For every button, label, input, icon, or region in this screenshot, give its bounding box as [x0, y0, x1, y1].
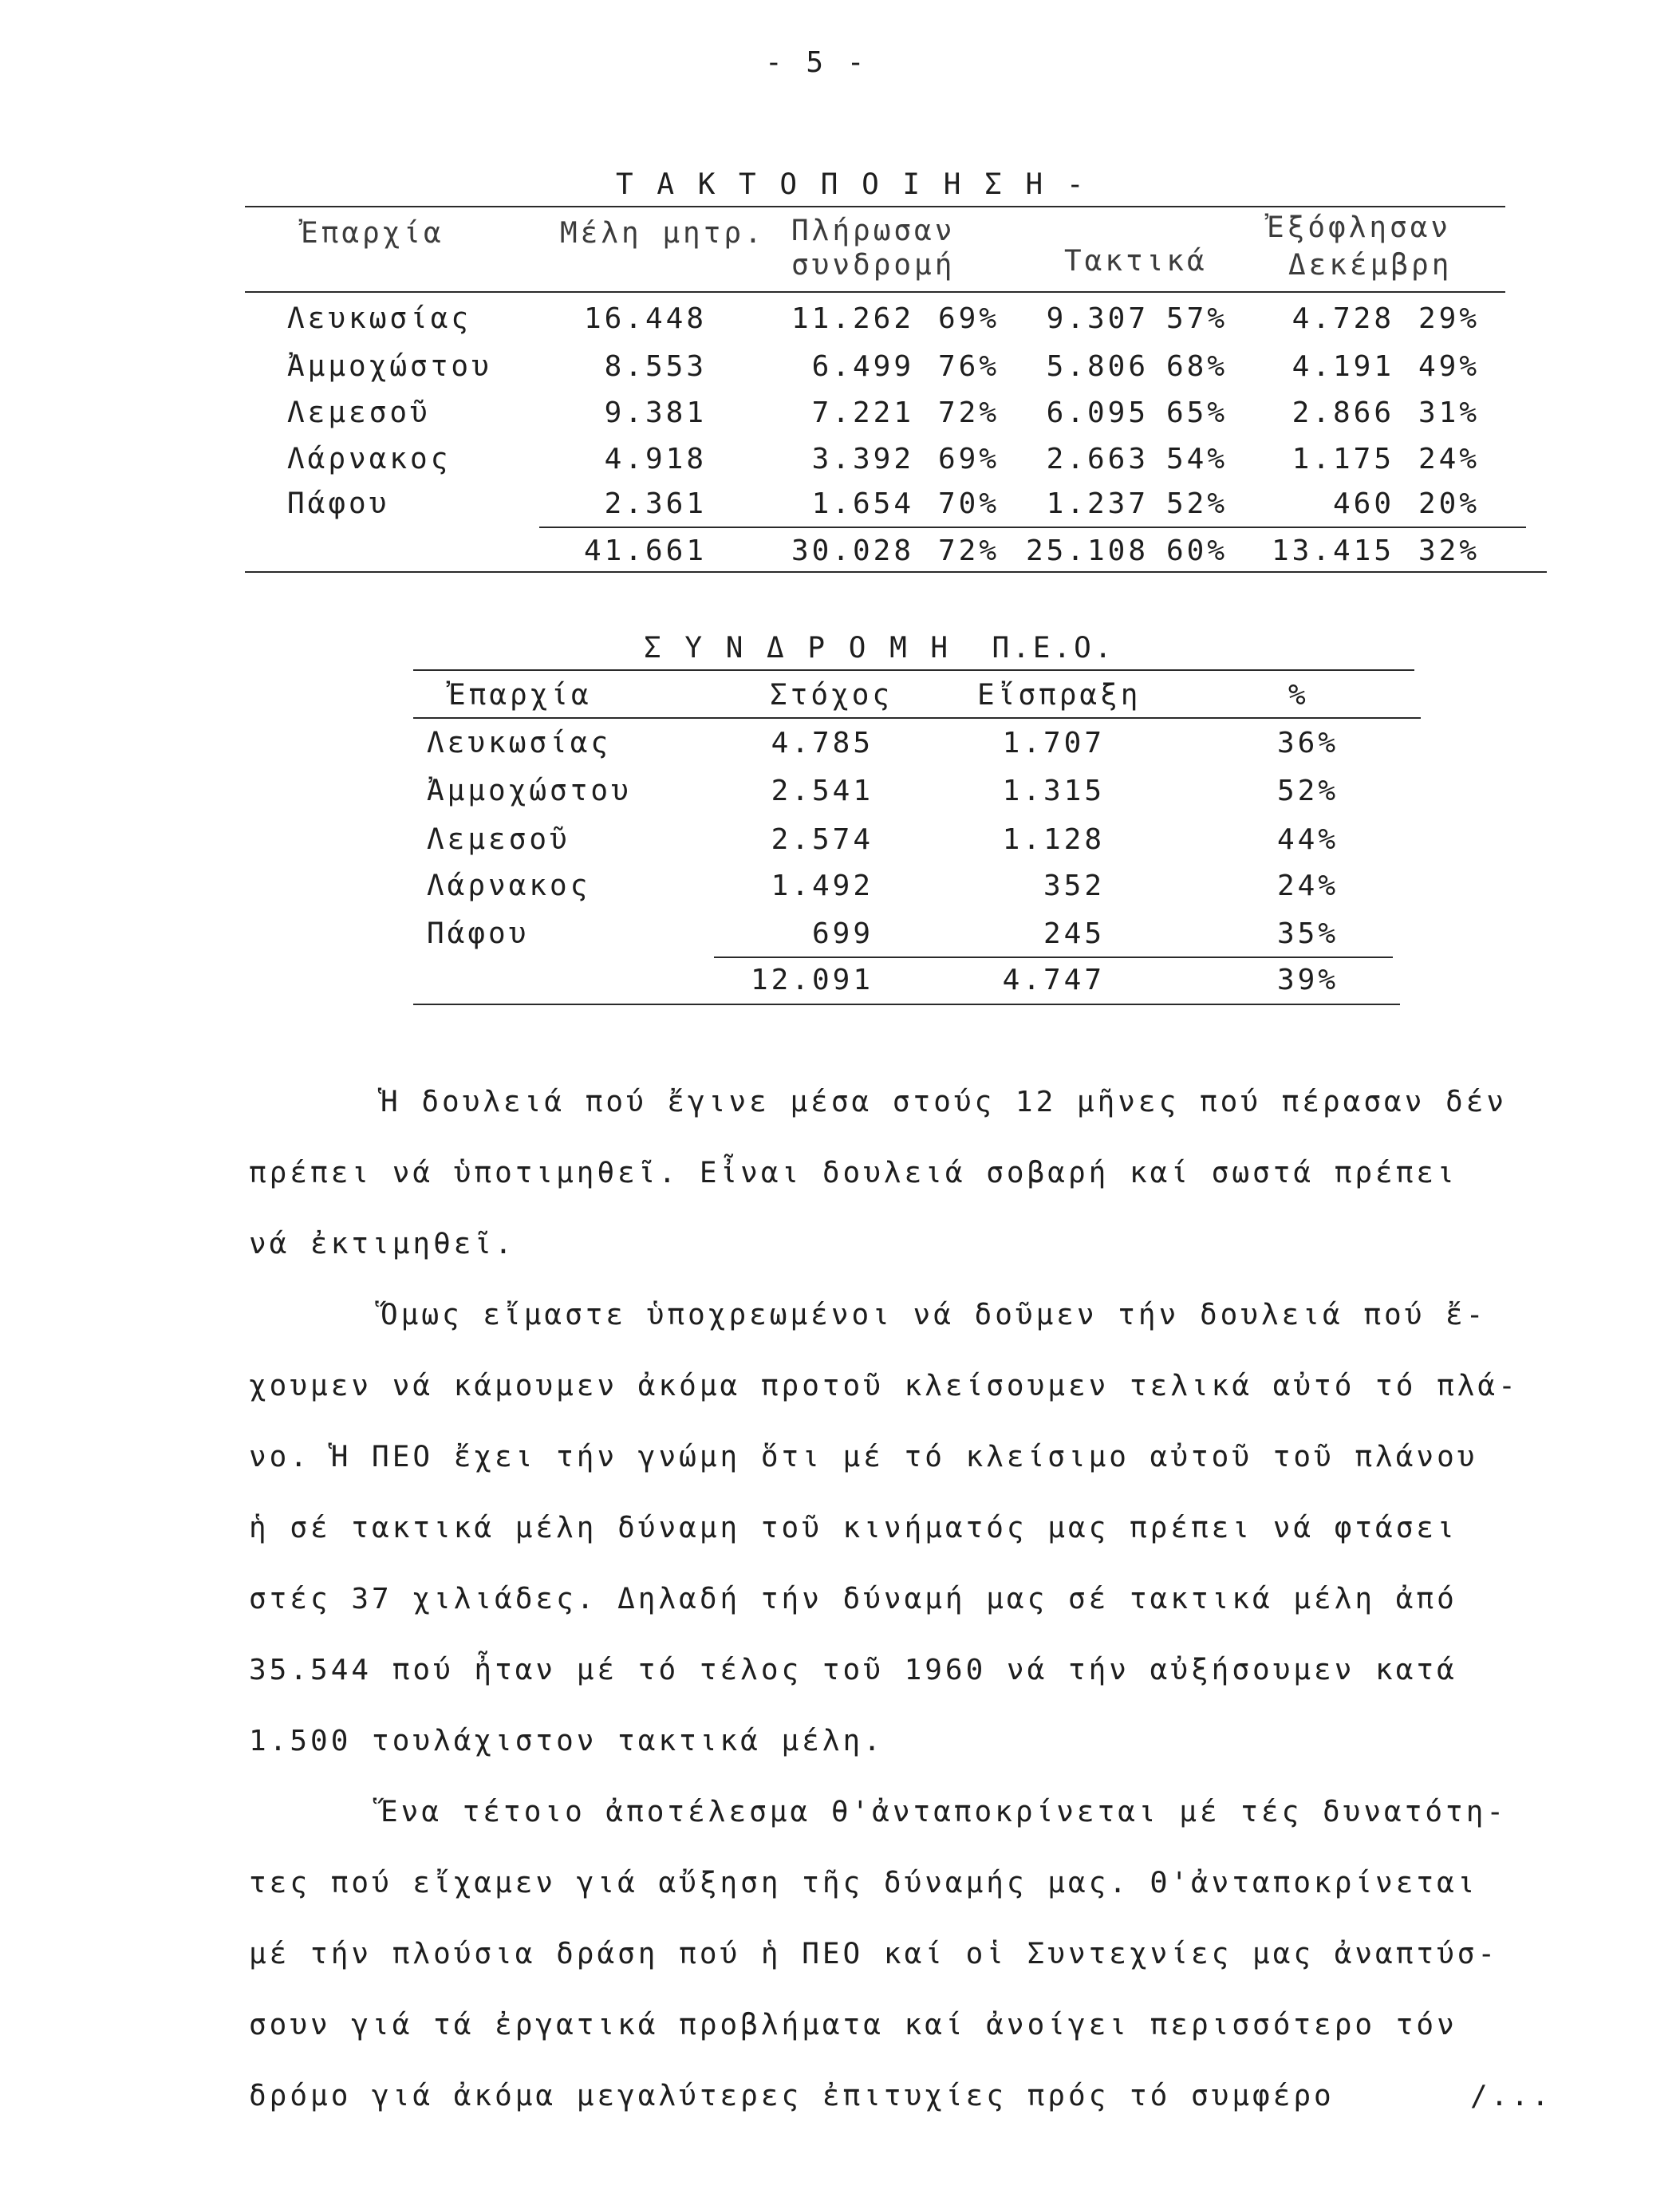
text-line: χουμεν νά κάμουμεν ἀκόμα προτοῦ κλείσουμεν τελικά αὐτό τό πλά- — [249, 1370, 1519, 1402]
regular-cell: 1.237 — [1046, 487, 1149, 520]
header-settled-line1: Ἐξόφλησαν — [1267, 211, 1452, 244]
collected-total: 4.747 — [1002, 964, 1105, 996]
target-cell: 4.785 — [771, 727, 874, 759]
percent-cell: 24% — [1276, 870, 1339, 902]
paid-total: 30.028 — [791, 534, 914, 567]
collected-cell: 1.707 — [1002, 727, 1105, 759]
settled-percent-cell: 24% — [1418, 443, 1481, 475]
province-cell: Λάρνακος — [427, 870, 591, 902]
text-line: μέ τήν πλούσια δράση πού ἡ ΠΕΟ καί οἱ Συντεχνίες μας ἀναπτύσ- — [249, 1938, 1499, 1970]
percent-cell: 44% — [1276, 823, 1339, 856]
province-cell: Λάρνακος — [287, 443, 452, 475]
table-row — [0, 822, 1680, 858]
province-cell: Λεμεσοῦ — [427, 823, 570, 856]
collected-cell: 352 — [1043, 870, 1105, 902]
settled-cell: 2.866 — [1292, 396, 1394, 429]
regular-percent-cell: 57% — [1166, 302, 1228, 335]
header-percent: % — [1288, 679, 1309, 712]
settled-percent-cell: 49% — [1418, 350, 1481, 383]
settled-cell: 460 — [1332, 487, 1394, 520]
table-row — [0, 774, 1680, 809]
total-row — [0, 534, 1680, 569]
percent-cell: 52% — [1276, 775, 1339, 807]
text-line: Ὅμως εἴμαστε ὑποχρεωμένοι νά δοῦμεν τήν δουλειά πού ἔ- — [381, 1299, 1487, 1331]
settled-cell: 1.175 — [1292, 443, 1394, 475]
text-line: νά ἐκτιμηθεῖ. — [249, 1228, 515, 1260]
header-province: Ἐπαρχία — [448, 679, 592, 712]
text-line: 35.544 πού ἦταν μέ τό τέλος τοῦ 1960 νά τήν αὐξήσουμεν κατά — [249, 1654, 1457, 1686]
page-number: - 5 - — [765, 46, 868, 79]
header-members: Μέλη μητρ. — [560, 217, 765, 250]
table-bottom-rule — [245, 571, 1547, 573]
text-line: Ἡ δουλειά πού ἔγινε μέσα στούς 12 μῆνες πού πέρασαν δέν — [381, 1086, 1508, 1118]
continuation-mark: /... — [1470, 2080, 1552, 2112]
text-line: τες πού εἴχαμεν γιά αὔξηση τῆς δύναμής μας. Θ'ἀνταποκρίνεται — [249, 1867, 1478, 1899]
regular-percent-cell: 52% — [1166, 487, 1228, 520]
text-line: ἡ σέ τακτικά μέλη δύναμη τοῦ κινήματός μας πρέπει νά φτάσει — [249, 1512, 1457, 1544]
text-line: πρέπει νά ὑποτιμηθεῖ. Εἶναι δουλειά σοβαρή καί σωστά πρέπει — [249, 1157, 1457, 1189]
percent-cell: 35% — [1276, 917, 1339, 950]
province-cell: Πάφου — [287, 487, 390, 520]
table-bottom-rule — [413, 1004, 1400, 1005]
regular-cell: 6.095 — [1046, 396, 1149, 429]
province-cell: Λευκωσίας — [427, 727, 612, 759]
province-cell: Ἀμμοχώστου — [427, 775, 632, 807]
settled-percent-cell: 20% — [1418, 487, 1481, 520]
paid-cell: 7.221 — [811, 396, 914, 429]
header-province: Ἐπαρχία — [301, 217, 444, 250]
table-row — [0, 869, 1680, 904]
settled-percent-cell: 31% — [1418, 396, 1481, 429]
paid-percent-cell: 76% — [938, 350, 1000, 383]
table-row — [0, 726, 1680, 761]
paid-cell: 1.654 — [811, 487, 914, 520]
target-total: 12.091 — [750, 964, 874, 996]
paid-cell: 6.499 — [811, 350, 914, 383]
regular-cell: 5.806 — [1046, 350, 1149, 383]
settled-total: 13.415 — [1271, 534, 1394, 567]
table-row — [0, 396, 1680, 431]
paid-percent-cell: 70% — [938, 487, 1000, 520]
members-total: 41.661 — [583, 534, 707, 567]
target-cell: 2.574 — [771, 823, 874, 856]
collected-cell: 1.128 — [1002, 823, 1105, 856]
header-settled-line2: Δεκέμβρη — [1288, 249, 1453, 282]
paid-percent-cell: 72% — [938, 396, 1000, 429]
settled-percent-cell: 29% — [1418, 302, 1481, 335]
paid-percent-cell: 69% — [938, 302, 1000, 335]
collected-cell: 245 — [1043, 917, 1105, 950]
province-cell: Λεμεσοῦ — [287, 396, 431, 429]
collected-cell: 1.315 — [1002, 775, 1105, 807]
header-paid-line1: Πλήρωσαν — [791, 215, 956, 247]
paid-percent-total: 72% — [938, 534, 1000, 567]
target-cell: 1.492 — [771, 870, 874, 902]
header-regular: Τακτικά — [1064, 245, 1208, 278]
regular-percent-cell: 54% — [1166, 443, 1228, 475]
text-line: Ἕνα τέτοιο ἀποτέλεσμα θ'ἀνταποκρίνεται μέ τές δυνατότη- — [381, 1796, 1508, 1828]
table-row — [0, 487, 1680, 522]
paid-percent-cell: 69% — [938, 443, 1000, 475]
percent-cell: 36% — [1276, 727, 1339, 759]
table-title: Σ Υ Ν Δ Ρ Ο Μ Η Π.Ε.Ο. — [644, 632, 1115, 665]
target-cell: 2.541 — [771, 775, 874, 807]
total-row — [0, 963, 1680, 998]
paid-cell: 3.392 — [811, 443, 914, 475]
text-line: στές 37 χιλιάδες. Δηλαδή τήν δύναμή μας σέ τακτικά μέλη ἀπό — [249, 1583, 1457, 1615]
paid-cell: 11.262 — [791, 302, 914, 335]
header-collected: Εἴσπραξη — [977, 679, 1142, 712]
settled-cell: 4.728 — [1292, 302, 1394, 335]
regular-total: 25.108 — [1025, 534, 1149, 567]
text-line: 1.500 τουλάχιστον τακτικά μέλη. — [249, 1725, 884, 1757]
table-title: Τ Α Κ Τ Ο Π Ο Ι Η Σ Η - — [616, 168, 1087, 201]
header-paid-line2: συνδρομή — [791, 249, 956, 282]
regular-percent-cell: 65% — [1166, 396, 1228, 429]
table-top-rule — [245, 206, 1505, 207]
header-rule — [245, 291, 1505, 293]
regular-percent-total: 60% — [1166, 534, 1228, 567]
regular-percent-cell: 68% — [1166, 350, 1228, 383]
header-rule — [413, 717, 1421, 719]
table-row — [0, 349, 1680, 385]
members-cell: 4.918 — [604, 443, 707, 475]
header-target: Στόχος — [770, 679, 893, 712]
members-cell: 9.381 — [604, 396, 707, 429]
table-row — [0, 917, 1680, 952]
table-top-rule — [413, 669, 1414, 671]
text-line: δρόμο γιά ἀκόμα μεγαλύτερες ἐπιτυχίες πρός τό συμφέρο — [249, 2080, 1335, 2112]
province-cell: Λευκωσίας — [287, 302, 472, 335]
text-line: σουν γιά τά ἐργατικά προβλήματα καί ἀνοίγει περισσότερο τόν — [249, 2009, 1457, 2041]
members-cell: 2.361 — [604, 487, 707, 520]
province-cell: Πάφου — [427, 917, 530, 950]
text-line: νο. Ἡ ΠΕΟ ἔχει τήν γνώμη ὅτι μέ τό κλείσιμο αὐτοῦ τοῦ πλάνου — [249, 1441, 1478, 1473]
sum-rule — [539, 527, 1526, 528]
percent-total: 39% — [1276, 964, 1339, 996]
regular-cell: 2.663 — [1046, 443, 1149, 475]
province-cell: Ἀμμοχώστου — [287, 350, 492, 383]
table-row — [0, 442, 1680, 477]
table-row — [0, 302, 1680, 337]
settled-percent-total: 32% — [1418, 534, 1481, 567]
settled-cell: 4.191 — [1292, 350, 1394, 383]
members-cell: 8.553 — [604, 350, 707, 383]
sum-rule — [714, 957, 1393, 958]
regular-cell: 9.307 — [1046, 302, 1149, 335]
body-paragraphs — [249, 1067, 1621, 2132]
members-cell: 16.448 — [583, 302, 707, 335]
target-cell: 699 — [811, 917, 874, 950]
